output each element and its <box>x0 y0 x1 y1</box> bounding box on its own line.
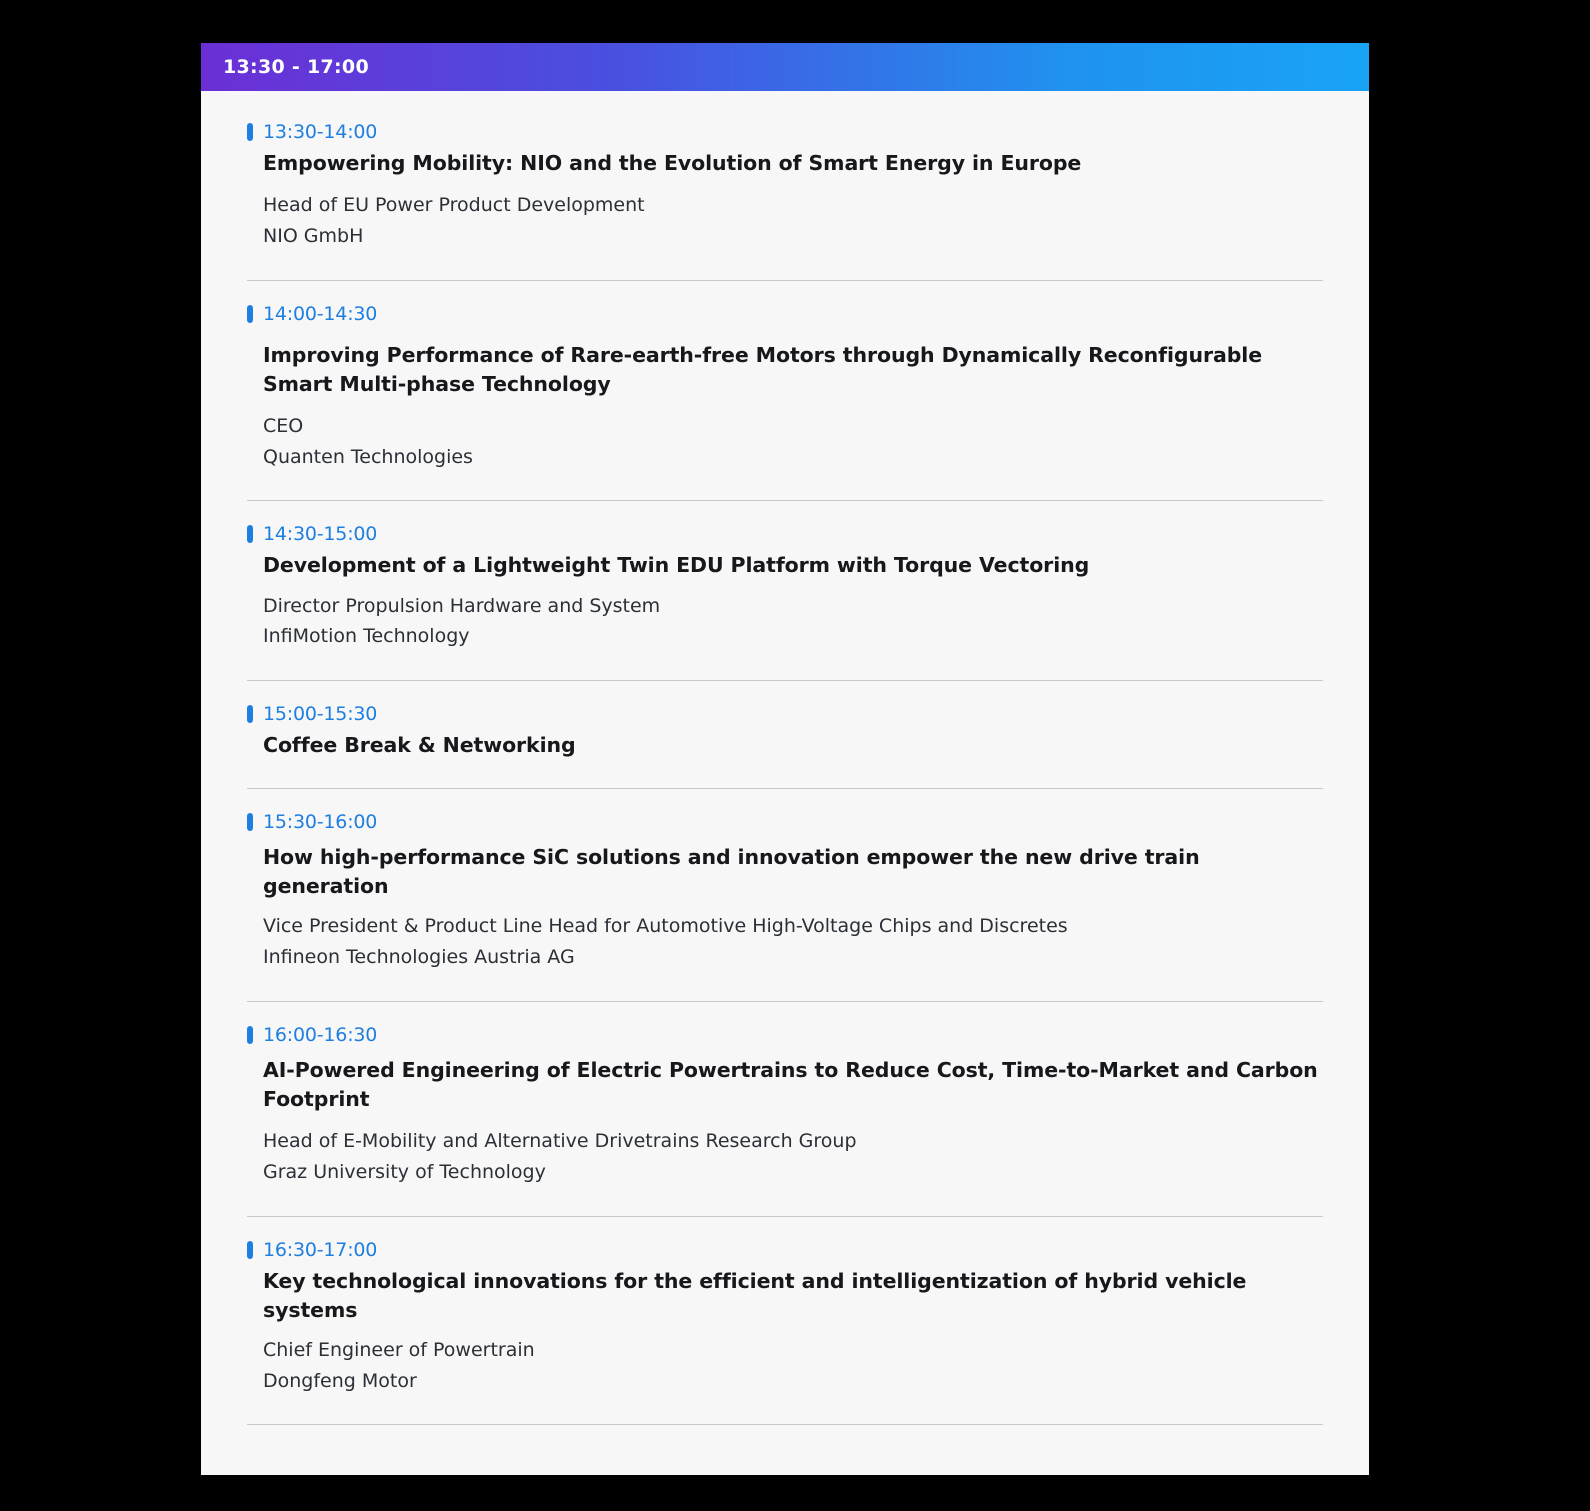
session-speaker-role: CEO <box>263 414 304 437</box>
session-title: Improving Performance of Rare-earth-free Motors through Dynamically Reconfigurable Smart Multi-phase Technology <box>263 342 1263 396</box>
time-marker-icon <box>247 123 253 141</box>
session-speaker-meta <box>247 591 1323 653</box>
session-divider <box>247 1001 1323 1002</box>
session-speaker-org: Quanten Technologies <box>263 445 473 468</box>
session-speaker-role: Chief Engineer of Powertrain <box>263 1338 535 1361</box>
session-speaker-org: NIO GmbH <box>263 224 364 247</box>
session-time: 15:30-16:00 <box>263 811 378 834</box>
agenda-session-list <box>201 91 1369 1475</box>
session-title: Empowering Mobility: NIO and the Evolution of Smart Energy in Europe <box>263 151 1082 175</box>
agenda-card <box>201 43 1369 1475</box>
session-speaker-meta <box>247 190 1323 252</box>
session-time-row <box>247 523 1323 545</box>
session-item <box>247 303 1323 479</box>
session-item <box>247 1239 1323 1403</box>
time-marker-icon <box>247 525 253 543</box>
session-speaker-org: InfiMotion Technology <box>263 625 470 648</box>
session-divider <box>247 680 1323 681</box>
session-time-row <box>247 703 1323 725</box>
session-speaker-role: Head of E-Mobility and Alternative Drivetrains Research Group <box>263 1130 857 1153</box>
agenda-header <box>201 43 1369 91</box>
session-time: 16:00-16:30 <box>263 1023 378 1046</box>
session-speaker-role: Head of EU Power Product Development <box>263 194 645 217</box>
session-item <box>247 811 1323 979</box>
session-item <box>247 703 1323 766</box>
session-divider <box>247 1216 1323 1217</box>
time-marker-icon <box>247 1026 253 1044</box>
session-speaker-org: Dongfeng Motor <box>263 1369 417 1392</box>
session-time: 14:30-15:00 <box>263 523 378 546</box>
session-speaker-org: Graz University of Technology <box>263 1160 546 1183</box>
session-divider <box>247 1424 1323 1425</box>
session-speaker-meta <box>247 1335 1323 1397</box>
session-speaker-role: Director Propulsion Hardware and System <box>263 594 661 617</box>
time-marker-icon <box>247 813 253 831</box>
session-item <box>247 1024 1323 1194</box>
session-speaker-org: Infineon Technologies Austria AG <box>263 946 575 969</box>
session-time-row <box>247 1024 1323 1046</box>
session-speaker-meta <box>247 411 1323 473</box>
session-divider <box>247 280 1323 281</box>
session-time-row <box>247 811 1323 833</box>
session-divider <box>247 500 1323 501</box>
session-title: How high-performance SiC solutions and innovation empower the new drive train generation <box>263 845 1200 899</box>
session-time: 15:00-15:30 <box>263 703 378 726</box>
session-time-row <box>247 1239 1323 1261</box>
session-title: Key technological innovations for the efficient and intelligentization of hybrid vehicle systems <box>263 1268 1247 1322</box>
session-speaker-role: Vice President & Product Line Head for Automotive High-Voltage Chips and Discretes <box>263 915 1068 938</box>
session-title: Development of a Lightweight Twin EDU Platform with Torque Vectoring <box>263 553 1090 578</box>
session-divider <box>247 788 1323 789</box>
session-title: AI-Powered Engineering of Electric Powertrains to Reduce Cost, Time-to-Market and Carbon Footprint <box>263 1057 1318 1111</box>
session-item <box>247 523 1323 658</box>
time-marker-icon <box>247 1241 253 1259</box>
session-speaker-meta <box>247 911 1323 973</box>
time-marker-icon <box>247 305 253 323</box>
session-time: 14:00-14:30 <box>263 302 378 325</box>
time-marker-icon <box>247 705 253 723</box>
session-title: Coffee Break & Networking <box>263 733 576 758</box>
session-speaker-meta <box>247 1126 1323 1188</box>
session-time-row <box>247 121 1323 143</box>
session-time: 16:30-17:00 <box>263 1238 378 1261</box>
session-time-row <box>247 303 1323 325</box>
agenda-header-time: 13:30 - 17:00 <box>223 56 369 78</box>
session-item <box>247 121 1323 258</box>
session-time: 13:30-14:00 <box>263 121 378 143</box>
